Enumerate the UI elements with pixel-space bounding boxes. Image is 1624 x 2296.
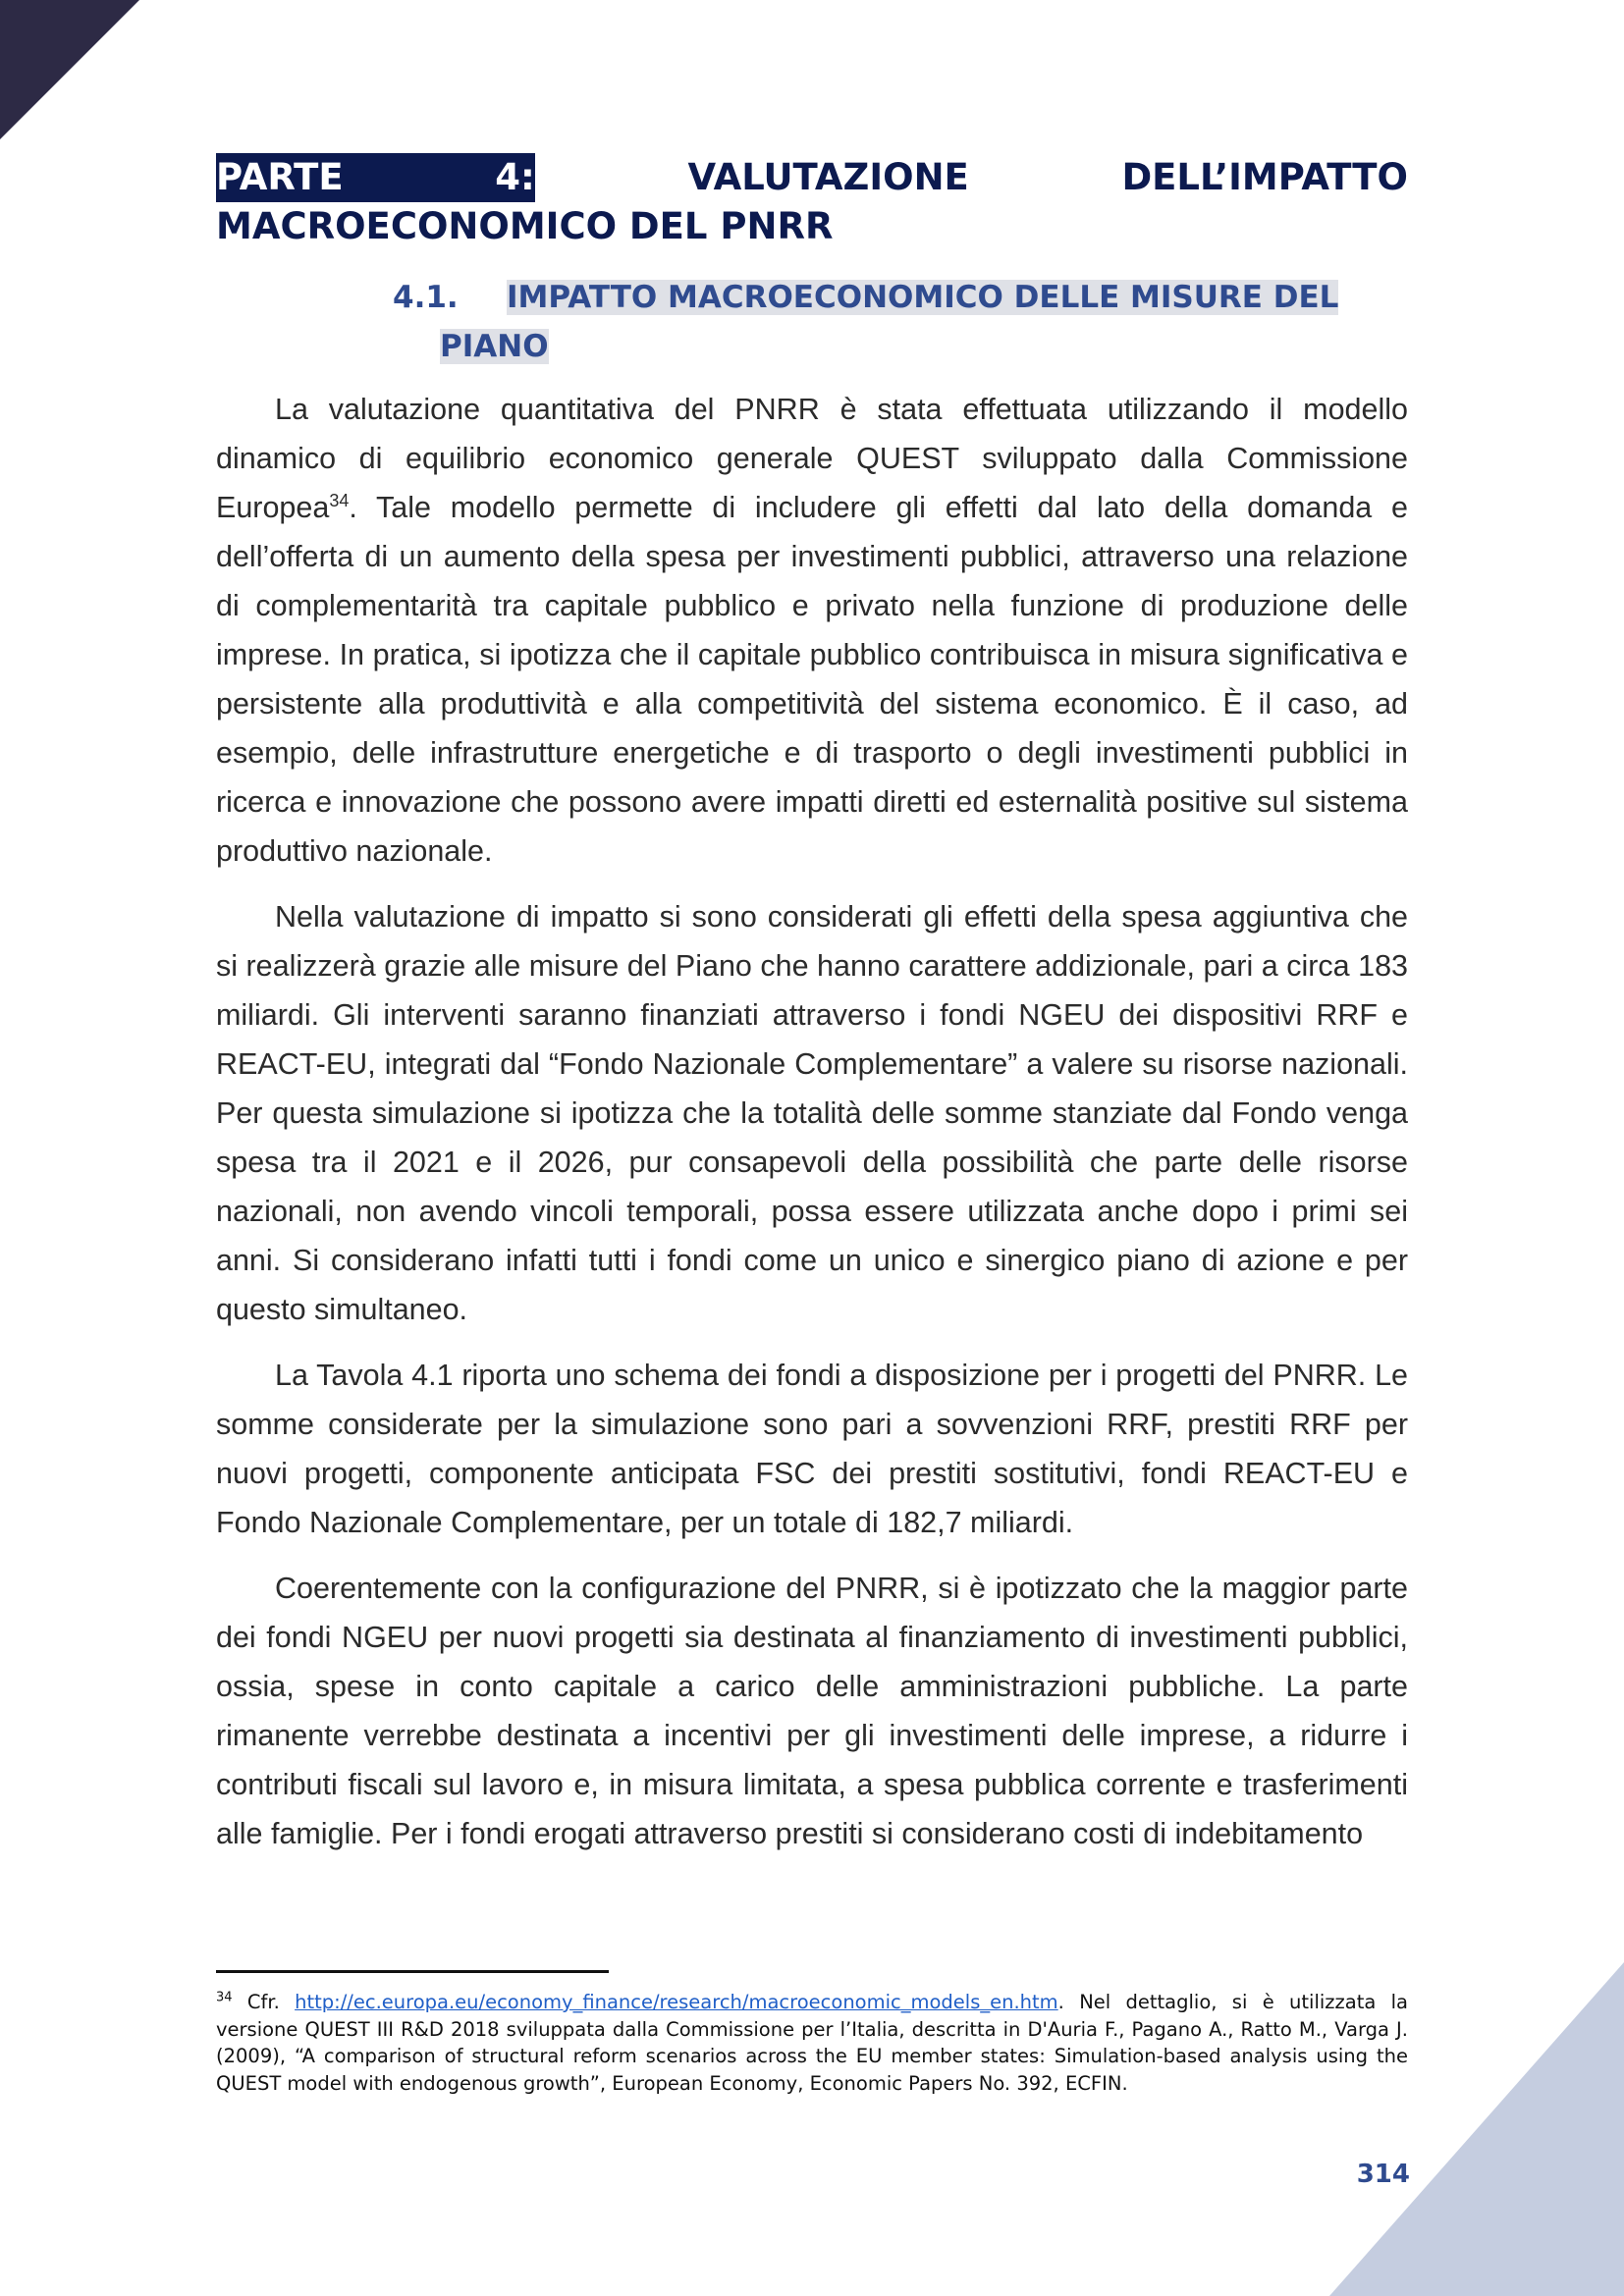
section-number: 4.1. — [393, 280, 459, 315]
body-text — [216, 385, 1408, 1875]
section-title-line-1: IMPATTO MACROECONOMICO DELLE MISURE DEL — [507, 280, 1339, 315]
part-label: PARTE — [216, 156, 344, 198]
paragraph-3: La Tavola 4.1 riporta uno schema dei fondi a disposizione per i progetti del PNRR. Le somme considerate per la simulazione sono pari a sovvenzioni RRF, prestiti RRF per nuovi progetti, componente anticipata FSC dei prestiti sostitutivi, fondi REACT-EU e Fondo Nazionale Complementare, per un totale di 182,7 miliardi. — [216, 1359, 1408, 1539]
section-title-line-2: PIANO — [440, 329, 549, 364]
part-title-word-1: VALUTAZIONE — [687, 156, 969, 198]
paragraph-1-part-a: La valutazione quantitativa del PNRR è stata effettuata utilizzando il modello dinamico di equilibrio economico generale QUEST sviluppato dalla Commissione Europea — [216, 393, 1408, 524]
part-title-word-2: DELL’IMPATTO — [1121, 156, 1408, 198]
footnote-link[interactable]: http://ec.europa.eu/economy_finance/research/macroeconomic_models_en.htm — [295, 1991, 1058, 2013]
footnote — [216, 1989, 1408, 2097]
footnote-separator — [216, 1970, 609, 1973]
section-heading — [393, 273, 1414, 371]
footnote-prefix: Cfr. — [232, 1991, 296, 2013]
part-title-line-2: MACROECONOMICO DEL PNRR — [216, 205, 834, 247]
corner-decoration-top-left — [0, 0, 139, 139]
footnote-text: . Nel dettaglio, si è utilizzata la versione QUEST III R&D 2018 sviluppata dalla Commissione per l’Italia, descritta in D'Auria F., Pagano A., Ratto M., Varga J. (2009), “A comparison of structural reform scenarios across the EU member states: Simulation-based analysis using the QUEST model with endogenous growth”, European Economy, Economic Papers No. 392, ECFIN. — [216, 1991, 1408, 2095]
footnote-reference[interactable]: 34 — [329, 490, 350, 510]
part-heading — [216, 153, 1408, 251]
part-label-highlight — [216, 153, 535, 202]
paragraph-2: Nella valutazione di impatto si sono considerati gli effetti della spesa aggiuntiva che si realizzerà grazie alle misure del Piano che hanno carattere addizionale, pari a circa 183 miliardi. Gli interventi saranno finanziati attraverso i fondi NGEU dei dispositivi RRF e REACT-EU, integrati dal “Fondo Nazionale Complementare” a valere su risorse nazionali. Per questa simulazione si ipotizza che la totalità delle somme stanziate dal Fondo venga spesa tra il 2021 e il 2026, pur consapevoli della possibilità che parte delle risorse nazionali, non avendo vincoli temporali, possa essere utilizzata anche dopo i primi sei anni. Si considerano infatti tutti i fondi come un unico e sinergico piano di azione e per questo simultaneo. — [216, 900, 1408, 1326]
paragraph-4: Coerentemente con la configurazione del PNRR, si è ipotizzato che la maggior parte dei fondi NGEU per nuovi progetti sia destinata al finanziamento di investimenti pubblici, ossia, spese in conto capitale a carico delle amministrazioni pubbliche. La parte rimanente verrebbe destinata a incentivi per gli investimenti delle imprese, a ridurre i contributi fiscali sul lavoro e, in misura limitata, a spesa pubblica corrente e trasferimenti alle famiglie. Per i fondi erogati attraverso prestiti si considerano costi di indebitamento — [216, 1572, 1408, 1850]
page-number: 314 — [1356, 2160, 1410, 2189]
paragraph-1-part-b: . Tale modello permette di includere gli effetti dal lato della domanda e dell’offerta di un aumento della spesa per investimenti pubblici, attraverso una relazione di complementarità tra capitale pubblico e privato nella funzione di produzione delle imprese. In pratica, si ipotizza che il capitale pubblico contribuisca in misura significativa e persistente alla produttività e alla competitività del sistema economico. È il caso, ad esempio, delle infrastrutture energetiche e di trasporto o degli investimenti pubblici in ricerca e innovazione che possono avere impatti diretti ed esternalità positive sul sistema produttivo nazionale. — [216, 491, 1408, 868]
footnote-marker: 34 — [216, 1990, 233, 2005]
part-number: 4: — [495, 156, 535, 198]
paragraph-1 — [216, 385, 1408, 876]
